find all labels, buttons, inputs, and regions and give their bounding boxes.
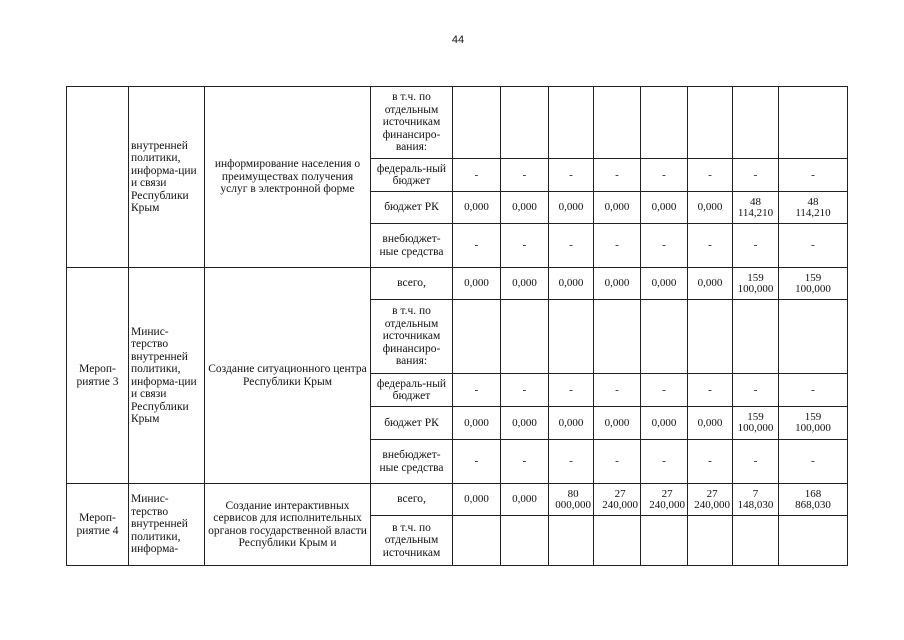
amount-cell: - <box>549 224 594 268</box>
amount-cell: - <box>641 440 688 484</box>
amount-cell <box>594 484 641 516</box>
amount-cell: - <box>453 374 501 407</box>
amount-cell <box>453 300 501 374</box>
amount-cell <box>501 516 549 566</box>
amount-cell: 0,000 <box>688 192 733 224</box>
amount-cell <box>501 87 549 159</box>
amount-cell: - <box>779 159 848 192</box>
amount-cell: - <box>549 374 594 407</box>
amount-cell: - <box>733 440 779 484</box>
amount-value: 159 100,000 <box>737 271 774 295</box>
amount-cell: - <box>641 224 688 268</box>
amount-cell <box>733 87 779 159</box>
amount-cell: 0,000 <box>688 268 733 300</box>
amount-cell: - <box>688 374 733 407</box>
amount-cell <box>688 87 733 159</box>
event-label <box>67 87 129 268</box>
funding-source: бюджет РК <box>371 407 453 440</box>
amount-cell <box>453 516 501 566</box>
amount-cell <box>779 484 848 516</box>
funding-source: в т.ч. по отдельным источникам финансиро-вания: <box>371 87 453 159</box>
amount-cell: 0,000 <box>641 407 688 440</box>
executor-name: Минис-терство внутренней политики, информа-ции и связи Республики Крым <box>129 268 205 484</box>
amount-cell: - <box>594 159 641 192</box>
amount-cell: - <box>501 374 549 407</box>
executor-name: внутренней политики, информа-ции и связи Республики Крым <box>129 87 205 268</box>
amount-cell: 0,000 <box>501 192 549 224</box>
amount-value: 159 100,000 <box>795 271 831 295</box>
amount-cell: 0,000 <box>501 484 549 516</box>
amount-value: 159 100,000 <box>737 411 774 434</box>
funding-source: бюджет РК <box>371 192 453 224</box>
amount-cell: - <box>501 224 549 268</box>
amount-cell <box>641 484 688 516</box>
amount-cell: 0,000 <box>501 407 549 440</box>
amount-cell: 0,000 <box>594 192 641 224</box>
amount-cell <box>733 516 779 566</box>
amount-cell: 0,000 <box>453 407 501 440</box>
amount-cell: - <box>688 159 733 192</box>
top_block-row-0 <box>67 87 848 159</box>
amount-cell: 0,000 <box>549 407 594 440</box>
event4-row-0 <box>67 484 848 516</box>
amount-cell <box>641 516 688 566</box>
funding-source: внебюджет-ные средства <box>371 224 453 268</box>
amount-cell <box>733 407 779 440</box>
amount-cell: - <box>733 224 779 268</box>
amount-cell: 0,000 <box>501 268 549 300</box>
funding-source: всего, <box>371 268 453 300</box>
amount-cell: - <box>594 224 641 268</box>
amount-cell <box>779 192 848 224</box>
amount-cell <box>594 87 641 159</box>
amount-cell: - <box>501 440 549 484</box>
amount-cell: 0,000 <box>594 407 641 440</box>
amount-value: 27 240,000 <box>602 487 638 511</box>
amount-cell: 0,000 <box>453 484 501 516</box>
amount-cell: 0,000 <box>688 407 733 440</box>
event-name: Создание ситуационного центра Республики Крым <box>205 268 371 484</box>
amount-value: 27 240,000 <box>694 487 730 511</box>
event-name: Создание интерактивных сервисов для исполнительных органов государственной власти Республики Крым и <box>205 484 371 566</box>
event-label: Мероп-риятие 4 <box>67 484 129 566</box>
amount-cell <box>549 484 594 516</box>
funding-source: в т.ч. по отдельным источникам <box>371 516 453 566</box>
amount-cell <box>779 407 848 440</box>
amount-cell: - <box>453 159 501 192</box>
amount-cell <box>779 516 848 566</box>
amount-cell <box>733 192 779 224</box>
amount-cell: 0,000 <box>594 268 641 300</box>
amount-cell <box>594 516 641 566</box>
amount-cell: 0,000 <box>453 192 501 224</box>
amount-cell <box>688 516 733 566</box>
amount-value: 168 868,030 <box>795 487 831 511</box>
event3-row-0 <box>67 268 848 300</box>
amount-cell: - <box>501 159 549 192</box>
amount-cell: 0,000 <box>453 268 501 300</box>
amount-cell: - <box>453 440 501 484</box>
amount-cell: - <box>594 374 641 407</box>
amount-value: 27 240,000 <box>649 487 685 511</box>
amount-cell: - <box>733 159 779 192</box>
amount-cell: - <box>453 224 501 268</box>
amount-cell <box>549 87 594 159</box>
amount-cell: - <box>779 440 848 484</box>
amount-cell: - <box>688 224 733 268</box>
amount-cell: 0,000 <box>549 268 594 300</box>
amount-cell <box>688 300 733 374</box>
amount-value: 80 000,000 <box>555 487 591 511</box>
page-number: 44 <box>451 34 465 46</box>
amount-value: 48 114,210 <box>737 195 774 219</box>
amount-cell <box>779 268 848 300</box>
event-label: Мероп-риятие 3 <box>67 268 129 484</box>
amount-cell <box>549 516 594 566</box>
event-name: информирование населения о преимуществах получения услуг в электронной форме <box>205 87 371 268</box>
funding-source: федераль-ный бюджет <box>371 374 453 407</box>
amount-cell <box>549 300 594 374</box>
executor-name: Минис-терство внутренней политики, информа- <box>129 484 205 566</box>
amount-cell: - <box>549 159 594 192</box>
amount-cell <box>594 300 641 374</box>
amount-cell: 0,000 <box>641 192 688 224</box>
amount-value: 7 148,030 <box>737 487 774 511</box>
funding-source: в т.ч. по отдельным источникам финансиро-вания: <box>371 300 453 374</box>
amount-cell: - <box>779 224 848 268</box>
amount-cell: - <box>779 374 848 407</box>
funding-source: внебюджет-ные средства <box>371 440 453 484</box>
amount-cell <box>641 300 688 374</box>
amount-cell <box>733 484 779 516</box>
funding-source: федераль-ный бюджет <box>371 159 453 192</box>
amount-value: 159 100,000 <box>795 411 831 434</box>
amount-cell: - <box>594 440 641 484</box>
amount-cell <box>453 87 501 159</box>
amount-cell <box>641 87 688 159</box>
budget-table <box>66 86 848 566</box>
amount-cell <box>733 300 779 374</box>
amount-cell <box>733 268 779 300</box>
amount-cell: - <box>641 374 688 407</box>
amount-cell: - <box>688 440 733 484</box>
amount-cell <box>779 300 848 374</box>
amount-cell: 0,000 <box>641 268 688 300</box>
amount-cell: - <box>733 374 779 407</box>
amount-cell <box>688 484 733 516</box>
amount-cell <box>779 87 848 159</box>
amount-value: 48 114,210 <box>795 195 831 219</box>
amount-cell: - <box>641 159 688 192</box>
amount-cell: 0,000 <box>549 192 594 224</box>
funding-source: всего, <box>371 484 453 516</box>
amount-cell: - <box>549 440 594 484</box>
amount-cell <box>501 300 549 374</box>
